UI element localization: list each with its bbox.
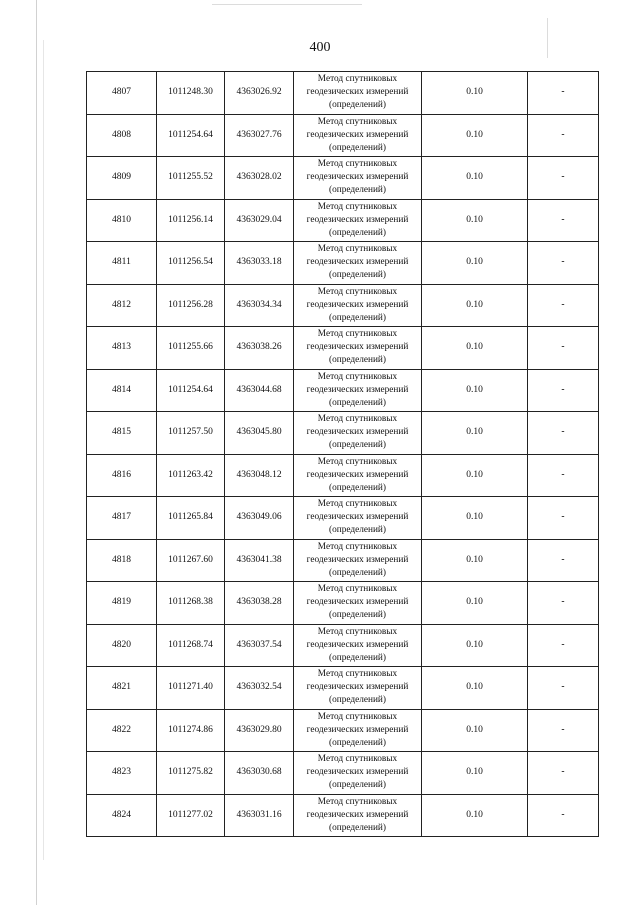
y-coordinate-cell: 4363037.54 (225, 624, 294, 667)
table-row (87, 454, 599, 497)
method-line: Метод спутниковых (317, 286, 398, 297)
point-number-cell: 4823 (87, 752, 157, 795)
method-cell (294, 327, 422, 370)
method-line: Метод спутниковых (317, 201, 398, 212)
x-coordinate-cell: 1011248.30 (157, 72, 225, 115)
note-cell: - (528, 582, 599, 625)
method-line: (определений) (328, 737, 387, 748)
method-cell (294, 72, 422, 115)
point-number-cell: 4811 (87, 242, 157, 285)
note-cell: - (528, 539, 599, 582)
method-line: (определений) (328, 270, 387, 281)
point-number-cell: 4807 (87, 72, 157, 115)
point-number-cell: 4816 (87, 454, 157, 497)
method-line: геодезических измерений (306, 172, 409, 183)
x-coordinate-cell: 1011268.38 (157, 582, 225, 625)
note-cell: - (528, 454, 599, 497)
y-coordinate-cell: 4363038.28 (225, 582, 294, 625)
x-coordinate-cell: 1011256.28 (157, 284, 225, 327)
x-coordinate-cell: 1011256.54 (157, 242, 225, 285)
point-number-cell: 4810 (87, 199, 157, 242)
note-cell: - (528, 242, 599, 285)
accuracy-cell: 0.10 (422, 454, 528, 497)
point-number-cell: 4809 (87, 157, 157, 200)
method-line: Метод спутниковых (317, 584, 398, 595)
method-line: (определений) (328, 440, 387, 451)
accuracy-cell: 0.10 (422, 582, 528, 625)
method-cell (294, 114, 422, 157)
accuracy-cell: 0.10 (422, 369, 528, 412)
note-cell: - (528, 157, 599, 200)
x-coordinate-cell: 1011256.14 (157, 199, 225, 242)
table-row (87, 242, 599, 285)
page-number: 400 (309, 40, 331, 55)
method-line: (определений) (328, 652, 387, 663)
method-line: (определений) (328, 100, 387, 111)
accuracy-cell: 0.10 (422, 199, 528, 242)
y-coordinate-cell: 4363032.54 (225, 667, 294, 710)
method-line: геодезических измерений (306, 512, 409, 523)
method-line: Метод спутниковых (317, 329, 398, 340)
accuracy-cell: 0.10 (422, 412, 528, 455)
method-line: геодезических измерений (306, 129, 409, 140)
method-line: (определений) (328, 610, 387, 621)
y-coordinate-cell: 4363031.16 (225, 794, 294, 837)
method-cell (294, 497, 422, 540)
method-cell (294, 582, 422, 625)
accuracy-cell: 0.10 (422, 242, 528, 285)
method-line: геодезических измерений (306, 214, 409, 225)
method-line: геодезических измерений (306, 639, 409, 650)
method-line: (определений) (328, 780, 387, 791)
method-line: геодезических измерений (306, 767, 409, 778)
y-coordinate-cell: 4363028.02 (225, 157, 294, 200)
method-line: (определений) (328, 312, 387, 323)
accuracy-cell: 0.10 (422, 539, 528, 582)
method-line: (определений) (328, 142, 387, 153)
method-line: геодезических измерений (306, 724, 409, 735)
point-number-cell: 4808 (87, 114, 157, 157)
note-cell: - (528, 114, 599, 157)
table-row (87, 369, 599, 412)
point-number-cell: 4812 (87, 284, 157, 327)
x-coordinate-cell: 1011277.02 (157, 794, 225, 837)
y-coordinate-cell: 4363038.26 (225, 327, 294, 370)
y-coordinate-cell: 4363030.68 (225, 752, 294, 795)
y-coordinate-cell: 4363048.12 (225, 454, 294, 497)
y-coordinate-cell: 4363027.76 (225, 114, 294, 157)
method-line: (определений) (328, 822, 387, 833)
accuracy-cell: 0.10 (422, 327, 528, 370)
table-row (87, 624, 599, 667)
method-line: Метод спутниковых (317, 541, 398, 552)
method-line: геодезических измерений (306, 342, 409, 353)
method-line: (определений) (328, 695, 387, 706)
x-coordinate-cell: 1011271.40 (157, 667, 225, 710)
scan-margin-line (36, 0, 37, 905)
table-row (87, 157, 599, 200)
method-line: Метод спутниковых (317, 159, 398, 170)
y-coordinate-cell: 4363029.80 (225, 709, 294, 752)
x-coordinate-cell: 1011275.82 (157, 752, 225, 795)
method-line: (определений) (328, 397, 387, 408)
method-cell (294, 242, 422, 285)
note-cell: - (528, 412, 599, 455)
y-coordinate-cell: 4363029.04 (225, 199, 294, 242)
method-line: Метод спутниковых (317, 626, 398, 637)
method-line: Метод спутниковых (317, 244, 398, 255)
note-cell: - (528, 497, 599, 540)
method-line: Метод спутниковых (317, 796, 398, 807)
x-coordinate-cell: 1011254.64 (157, 114, 225, 157)
point-number-cell: 4820 (87, 624, 157, 667)
accuracy-cell: 0.10 (422, 72, 528, 115)
method-cell (294, 794, 422, 837)
x-coordinate-cell: 1011268.74 (157, 624, 225, 667)
note-cell: - (528, 667, 599, 710)
method-line: Метод спутниковых (317, 456, 398, 467)
method-line: геодезических измерений (306, 809, 409, 820)
x-coordinate-cell: 1011254.64 (157, 369, 225, 412)
method-cell (294, 284, 422, 327)
scan-top-noise (212, 4, 362, 5)
method-line: (определений) (328, 482, 387, 493)
table-row (87, 72, 599, 115)
accuracy-cell: 0.10 (422, 114, 528, 157)
point-number-cell: 4819 (87, 582, 157, 625)
method-line: (определений) (328, 525, 387, 536)
method-line: Метод спутниковых (317, 499, 398, 510)
table-row (87, 667, 599, 710)
table-row (87, 114, 599, 157)
point-number-cell: 4821 (87, 667, 157, 710)
coordinates-table-body (87, 72, 599, 837)
y-coordinate-cell: 4363034.34 (225, 284, 294, 327)
x-coordinate-cell: 1011267.60 (157, 539, 225, 582)
note-cell: - (528, 624, 599, 667)
table-row (87, 412, 599, 455)
method-line: геодезических измерений (306, 554, 409, 565)
method-line: Метод спутниковых (317, 414, 398, 425)
method-line: Метод спутниковых (317, 669, 398, 680)
note-cell: - (528, 709, 599, 752)
accuracy-cell: 0.10 (422, 497, 528, 540)
method-cell (294, 199, 422, 242)
method-line: геодезических измерений (306, 427, 409, 438)
method-cell (294, 369, 422, 412)
table-row (87, 284, 599, 327)
scan-margin-line (43, 40, 44, 860)
x-coordinate-cell: 1011255.52 (157, 157, 225, 200)
x-coordinate-cell: 1011263.42 (157, 454, 225, 497)
x-coordinate-cell: 1011257.50 (157, 412, 225, 455)
method-cell (294, 157, 422, 200)
method-line: (определений) (328, 227, 387, 238)
method-line: геодезических измерений (306, 469, 409, 480)
note-cell: - (528, 284, 599, 327)
table-row (87, 582, 599, 625)
note-cell: - (528, 199, 599, 242)
point-number-cell: 4817 (87, 497, 157, 540)
accuracy-cell: 0.10 (422, 284, 528, 327)
y-coordinate-cell: 4363049.06 (225, 497, 294, 540)
table-row (87, 752, 599, 795)
method-cell (294, 752, 422, 795)
method-cell (294, 539, 422, 582)
accuracy-cell: 0.10 (422, 157, 528, 200)
table-row (87, 794, 599, 837)
point-number-cell: 4814 (87, 369, 157, 412)
method-line: Метод спутниковых (317, 754, 398, 765)
y-coordinate-cell: 4363026.92 (225, 72, 294, 115)
note-cell: - (528, 369, 599, 412)
x-coordinate-cell: 1011274.86 (157, 709, 225, 752)
note-cell: - (528, 327, 599, 370)
accuracy-cell: 0.10 (422, 709, 528, 752)
note-cell: - (528, 72, 599, 115)
method-cell (294, 709, 422, 752)
method-line: (определений) (328, 355, 387, 366)
method-line: геодезических измерений (306, 87, 409, 98)
method-cell (294, 454, 422, 497)
method-line: (определений) (328, 185, 387, 196)
method-line: геодезических измерений (306, 299, 409, 310)
table-row (87, 539, 599, 582)
x-coordinate-cell: 1011265.84 (157, 497, 225, 540)
x-coordinate-cell: 1011255.66 (157, 327, 225, 370)
y-coordinate-cell: 4363045.80 (225, 412, 294, 455)
method-line: Метод спутниковых (317, 116, 398, 127)
point-number-cell: 4824 (87, 794, 157, 837)
point-number-cell: 4818 (87, 539, 157, 582)
method-line: геодезических измерений (306, 257, 409, 268)
method-line: (определений) (328, 567, 387, 578)
coordinates-table (86, 71, 599, 837)
method-cell (294, 667, 422, 710)
table-row (87, 709, 599, 752)
accuracy-cell: 0.10 (422, 752, 528, 795)
table-row (87, 497, 599, 540)
y-coordinate-cell: 4363044.68 (225, 369, 294, 412)
method-line: Метод спутниковых (317, 74, 398, 85)
table-row (87, 199, 599, 242)
method-line: геодезических измерений (306, 597, 409, 608)
method-line: Метод спутниковых (317, 711, 398, 722)
method-cell (294, 624, 422, 667)
table-row (87, 327, 599, 370)
note-cell: - (528, 794, 599, 837)
point-number-cell: 4813 (87, 327, 157, 370)
method-line: геодезических измерений (306, 384, 409, 395)
method-line: геодезических измерений (306, 682, 409, 693)
y-coordinate-cell: 4363041.38 (225, 539, 294, 582)
accuracy-cell: 0.10 (422, 667, 528, 710)
accuracy-cell: 0.10 (422, 624, 528, 667)
method-line: Метод спутниковых (317, 371, 398, 382)
point-number-cell: 4815 (87, 412, 157, 455)
note-cell: - (528, 752, 599, 795)
y-coordinate-cell: 4363033.18 (225, 242, 294, 285)
accuracy-cell: 0.10 (422, 794, 528, 837)
method-cell (294, 412, 422, 455)
point-number-cell: 4822 (87, 709, 157, 752)
